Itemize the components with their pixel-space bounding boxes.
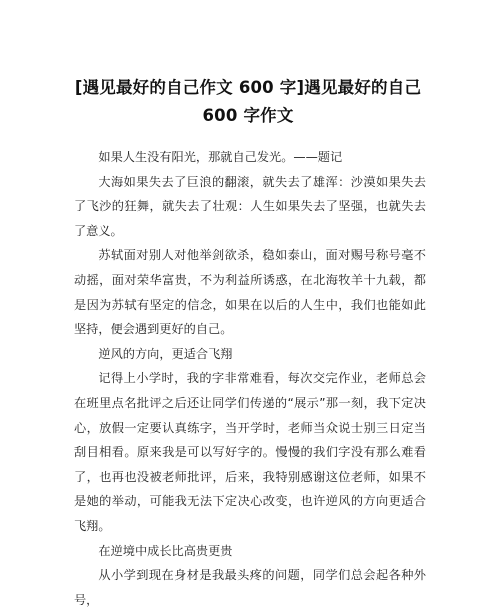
paragraph: 苏轼面对别人对他举剑欲杀，稳如泰山，面对赐号称号毫不动摇，面对荣华富贵，不为利益所诱惑，在北海牧羊十九载，都是因为苏轼有坚定的信念，如果在以后的人生中，我们也能如此坚持，便会遇到更好的自己。	[74, 248, 426, 337]
paragraph: 从小学到现在身材是我最头疼的问题，同学们总会起各种外号，	[74, 568, 426, 607]
paragraph: 大海如果失去了巨浪的翻滚，就失去了雄浑：沙漠如果失去了飞沙的狂舞，就失去了壮观：人生如果失去了坚强，也就失去了意义。	[74, 174, 426, 238]
paragraph-epigraph: 如果人生没有阳光，那就自己发光。——题记	[98, 150, 343, 164]
section-heading: 逆风的方向，更适合飞翔	[98, 346, 233, 361]
document-title: [遇见最好的自己作文 600 字]遇见最好的自己 600 字作文	[74, 78, 422, 125]
section-heading: 在逆境中成长比高贵更贵	[98, 543, 233, 558]
paragraph: 记得上小学时，我的字非常难看，每次交完作业，老师总会在班里点名批评之后还让同学们传递的“展示”那一刻，我下定决心，放假一定要认真练字，当开学时，老师当众说士别三日定当刮目相看。原来我是可以写好字的。慢慢的我们字没有那么难看了，也再也没被老师批评，后来，我特别感谢这位老师，如果不是她的举动，可能我无法下定决心改变，也许逆风的方向更适合飞翔。	[74, 371, 426, 533]
document-body	[74, 145, 426, 612]
